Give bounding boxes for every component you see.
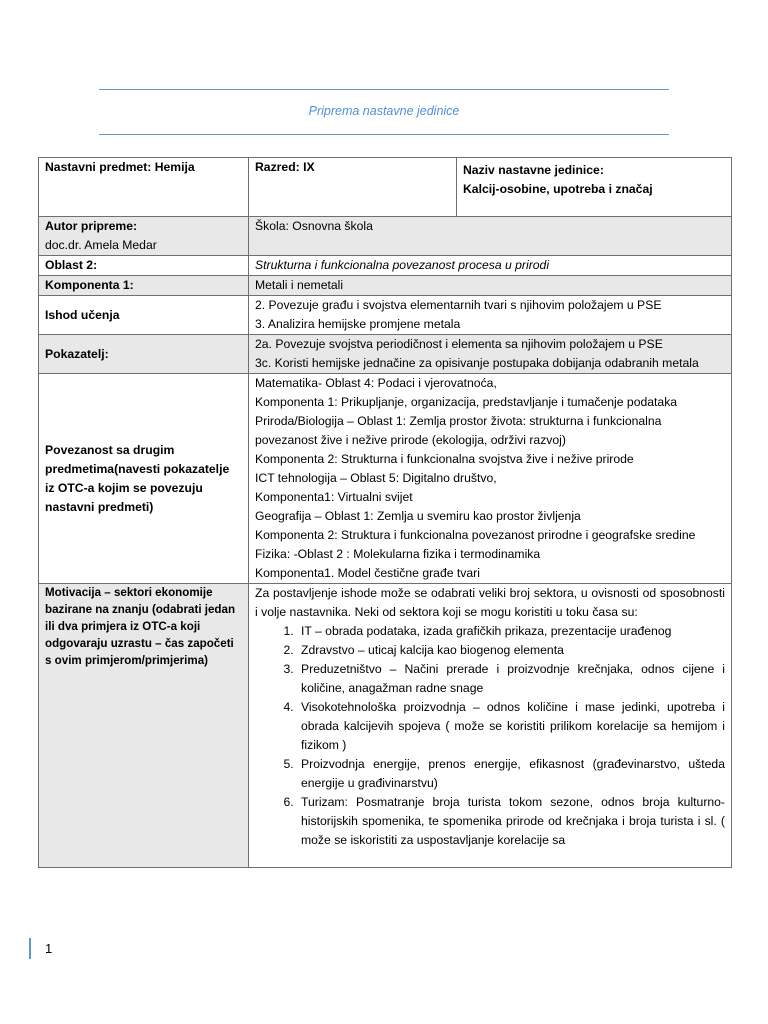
list-item: 2. Zdravstvo – uticaj kalcija kao biogenog elementa [297,641,725,660]
outcome-label: Ishod učenja [39,296,249,335]
motivation-content [255,584,725,867]
table-row-component [39,276,732,296]
table-row-motivation [39,584,732,868]
area-value: Strukturna i funkcionalna povezanost procesa u prirodi [249,256,732,276]
table-row-area [39,256,732,276]
indicator-line: 3c. Koristi hemijske jednačine za opisivanje postupaka dobijanja odabranih metala [255,356,699,370]
author-name: doc.dr. Amela Medar [45,238,157,252]
table-row-author [39,217,732,256]
correlation-line: Fizika: -Oblast 2 : Molekularna fizika i termodinamika [255,547,541,561]
correlation-label: Povezanost sa drugim predmetima(navesti pokazatelje iz OTC-a kojim se povezuju nastavni predmeti) [39,374,249,584]
list-item: 6. Turizam: Posmatranje broja turista tokom sezone, odnos broja kulturno-historijskih spomenika, te spomenika prirode od krečnjaka i broja turista i sl. ( može se iskoristiti za uspostavljanje korelacije sa [297,793,725,850]
correlation-line: Komponenta1: Virtualni svijet [255,490,413,504]
subject-cell: Nastavni predmet: Hemija [39,158,249,217]
author-cell [39,217,249,256]
lesson-name-label: Naziv nastavne jedinice: [463,163,604,177]
lesson-plan-table [38,157,732,868]
table-row-outcome [39,296,732,335]
lesson-name-cell [457,158,732,217]
correlation-line: Komponenta 2: Strukturna i funkcionalna svojstva žive i nežive prirode [255,452,634,466]
list-item: 3. Preduzetništvo – Načini prerade i proizvodnje krečnjaka, odnos cijene i količine, anagažman radne snage [297,660,725,698]
list-item: 4. Visokotehnološka proizvodnja – odnos količine i mase jedinki, upotreba i obrada kalcijevih spojeva ( može se koristiti prilikom korelacije sa hemijom i fizikom ) [297,698,725,755]
correlation-line: Geografija – Oblast 1: Zemlja u svemiru kao prostor življenja [255,509,581,523]
lesson-name-value: Kalcij-osobine, upotreba i značaj [463,182,653,196]
table-row-indicator [39,335,732,374]
header-rule-top [99,89,669,90]
outcome-line: 2. Povezuje građu i svojstva elementarnih tvari s njihovim položajem u PSE [255,298,662,312]
correlation-line: ICT tehnologija – Oblast 5: Digitalno društvo, [255,471,497,485]
correlation-value [249,374,732,584]
school-cell: Škola: Osnovna škola [249,217,732,256]
motivation-label: Motivacija – sektori ekonomije bazirane na znanju (odabrati jedan ili dva primjera iz OTC-a koji odgovaraju uzrastu – čas započeti s ovim primjerom/primjerima) [39,584,249,868]
page-number: 1 [45,941,53,956]
outcome-value [249,296,732,335]
correlation-line: Komponenta 2: Struktura i funkcionalna povezanost prirodne i geografske sredine [255,528,696,542]
correlation-line: Komponenta1. Model čestične građe tvari [255,566,480,580]
document-header-title: Priprema nastavne jedinice [308,104,460,118]
indicator-line: 2a. Povezuje svojstva periodičnost i elementa sa njihovim položajem u PSE [255,337,663,351]
indicator-value [249,335,732,374]
grade-cell: Razred: IX [249,158,457,217]
component-value: Metali i nemetali [249,276,732,296]
list-item: 5. Proizvodnja energije, prenos energije, efikasnost (građevinarstvo, ušteda energije u građivinarstvu) [297,755,725,793]
component-label: Komponenta 1: [39,276,249,296]
header-rule-bottom [99,134,669,135]
correlation-line: Priroda/Biologija – Oblast 1: Zemlja prostor života: strukturna i funkcionalna povezanost žive i nežive prirode (ekologija, održivi razvoj) [255,414,662,447]
list-item: 1. IT – obrada podataka, izada grafičkih prikaza, prezentacije urađenog [297,622,725,641]
sector-list [255,622,725,850]
motivation-value [249,584,732,868]
motivation-intro: Za postavljenje ishode može se odabrati veliki broj sektora, u ovisnosti od sposobnosti i volje nastavnika. Neki od sektora koji se mogu koristiti u toku časa su: [255,586,725,619]
author-label: Autor pripreme: [45,219,138,233]
correlation-line: Komponenta 1: Prikupljanje, organizacija, predstavljanje i tumačenje podataka [255,395,678,409]
outcome-line: 3. Analizira hemijske promjene metala [255,317,461,331]
area-label: Oblast 2: [39,256,249,276]
footer-bar [29,938,31,959]
table-row-correlation [39,374,732,584]
table-row-header [39,158,732,217]
indicator-label: Pokazatelj: [39,335,249,374]
correlation-line: Matematika- Oblast 4: Podaci i vjerovatnoća, [255,376,497,390]
